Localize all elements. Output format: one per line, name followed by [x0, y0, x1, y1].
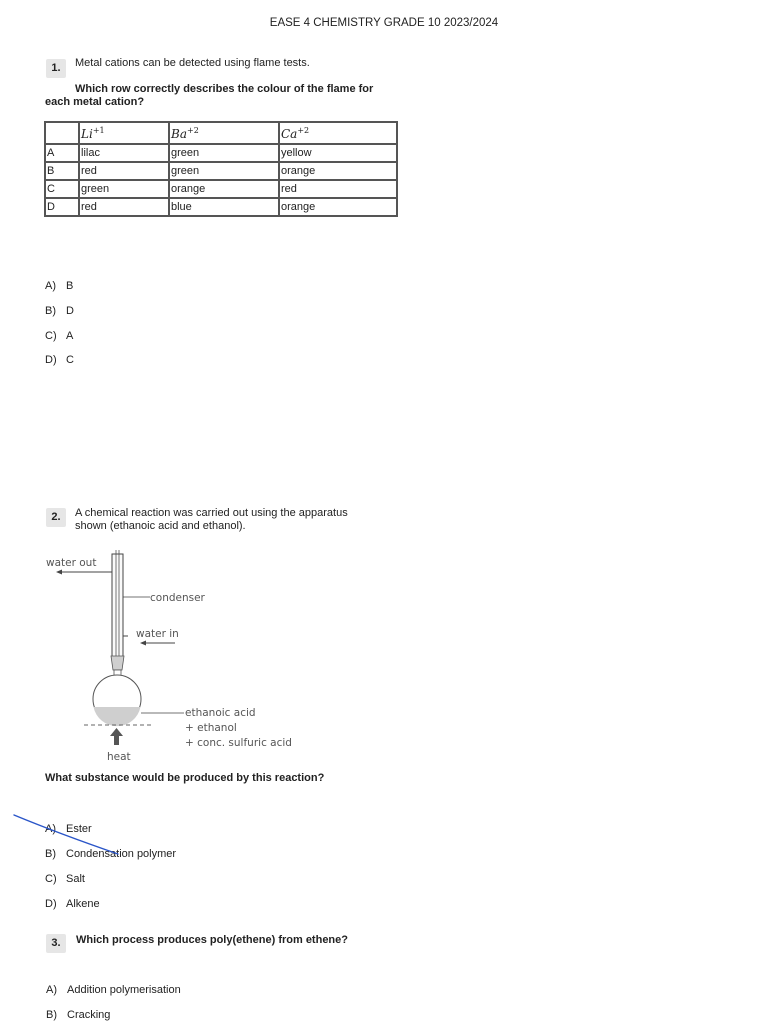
option-letter: D): [45, 354, 57, 366]
heat-arrow-shaft: [114, 735, 119, 745]
table-row: [45, 198, 397, 216]
li-colour: red: [79, 198, 169, 216]
option-text: A: [66, 330, 74, 342]
reflux-apparatus-diagram: [44, 548, 294, 770]
mixture-label-2: + ethanol: [185, 722, 237, 734]
li-colour: red: [79, 162, 169, 180]
option-text: Condensation polymer: [66, 848, 177, 860]
option-text: D: [66, 305, 74, 317]
ca-colour: orange: [279, 162, 397, 180]
row-label: B: [45, 162, 79, 180]
stopper: [111, 656, 124, 670]
heat-label: heat: [107, 751, 131, 763]
option-text: Salt: [66, 873, 85, 885]
option-text: Alkene: [66, 898, 100, 910]
ba-colour: orange: [169, 180, 279, 198]
q1-option-b[interactable]: [45, 304, 74, 318]
ba-colour: green: [169, 162, 279, 180]
option-letter: C): [45, 873, 57, 885]
option-letter: B): [45, 305, 56, 317]
question-number-2: 2.: [46, 508, 66, 527]
q2-stem-line1: A chemical reaction was carried out using the apparatus: [75, 507, 348, 519]
ba-symbol: Ba: [171, 127, 187, 141]
page-header-title: EASE 4 CHEMISTRY GRADE 10 2023/2024: [269, 17, 499, 29]
q1-question-line2: each metal cation?: [45, 96, 145, 108]
option-text: B: [66, 280, 74, 292]
ca-colour: orange: [279, 198, 397, 216]
q1-question-line1: Which row correctly describes the colour of the flame for: [75, 83, 374, 95]
q2-option-c[interactable]: [45, 872, 85, 886]
table-row: [45, 162, 397, 180]
water-in-label: water in: [136, 628, 179, 640]
q3-option-b[interactable]: [46, 1008, 110, 1022]
option-letter: D): [45, 898, 57, 910]
question-number-3: 3.: [46, 934, 66, 953]
ba-charge: +2: [186, 126, 199, 135]
q3-option-a[interactable]: [46, 983, 181, 997]
option-letter: B): [45, 848, 56, 860]
pen-stroke-path: [14, 815, 118, 854]
row-label: C: [45, 180, 79, 198]
condenser-jacket: [112, 554, 123, 657]
li-charge: +1: [92, 126, 105, 135]
table-row: [45, 180, 397, 198]
q2-stem-line2: shown (ethanoic acid and ethanol).: [75, 520, 246, 532]
li-colour: green: [79, 180, 169, 198]
water-out-label: water out: [46, 557, 97, 569]
water-in-arrowhead: [140, 641, 146, 646]
reaction-mixture: [94, 707, 141, 726]
mixture-label-1: ethanoic acid: [185, 707, 256, 719]
option-letter: B): [46, 1009, 57, 1021]
option-letter: A): [45, 823, 56, 835]
condenser-label: condenser: [150, 592, 205, 604]
li-colour: lilac: [79, 144, 169, 162]
water-out-arrowhead: [56, 570, 62, 575]
table-header-ba: [169, 122, 279, 144]
q2-question: What substance would be produced by this reaction?: [45, 772, 325, 784]
pen-mark-stroke: [0, 810, 140, 860]
q1-stem: Metal cations can be detected using flame tests.: [75, 57, 310, 69]
flame-test-table: [44, 121, 398, 217]
ba-colour: green: [169, 144, 279, 162]
option-letter: C): [45, 330, 57, 342]
q1-option-d[interactable]: [45, 353, 74, 367]
row-label: A: [45, 144, 79, 162]
q1-option-a[interactable]: [45, 279, 73, 293]
option-text: Ester: [66, 823, 92, 835]
table-corner-cell: [45, 122, 79, 144]
q2-option-d[interactable]: [45, 897, 100, 911]
table-header-li: [79, 122, 169, 144]
option-letter: A): [45, 280, 56, 292]
option-text: Cracking: [67, 1009, 111, 1021]
option-text: Addition polymerisation: [67, 984, 181, 996]
q3-question: Which process produces poly(ethene) from ethene?: [76, 934, 348, 946]
row-label: D: [45, 198, 79, 216]
ba-colour: blue: [169, 198, 279, 216]
ca-colour: yellow: [279, 144, 397, 162]
ca-colour: red: [279, 180, 397, 198]
ca-charge: +2: [297, 126, 310, 135]
table-row: [45, 144, 397, 162]
table-header-ca: [279, 122, 397, 144]
q1-option-c[interactable]: [45, 329, 73, 343]
mixture-label-3: + conc. sulfuric acid: [185, 737, 292, 749]
heat-arrow-head: [110, 728, 123, 736]
ca-symbol: Ca: [281, 127, 298, 141]
option-letter: A): [46, 984, 57, 996]
option-text: C: [66, 354, 74, 366]
question-number-1: 1.: [46, 59, 66, 78]
li-symbol: Li: [81, 127, 93, 141]
table-header-row: [45, 122, 397, 144]
